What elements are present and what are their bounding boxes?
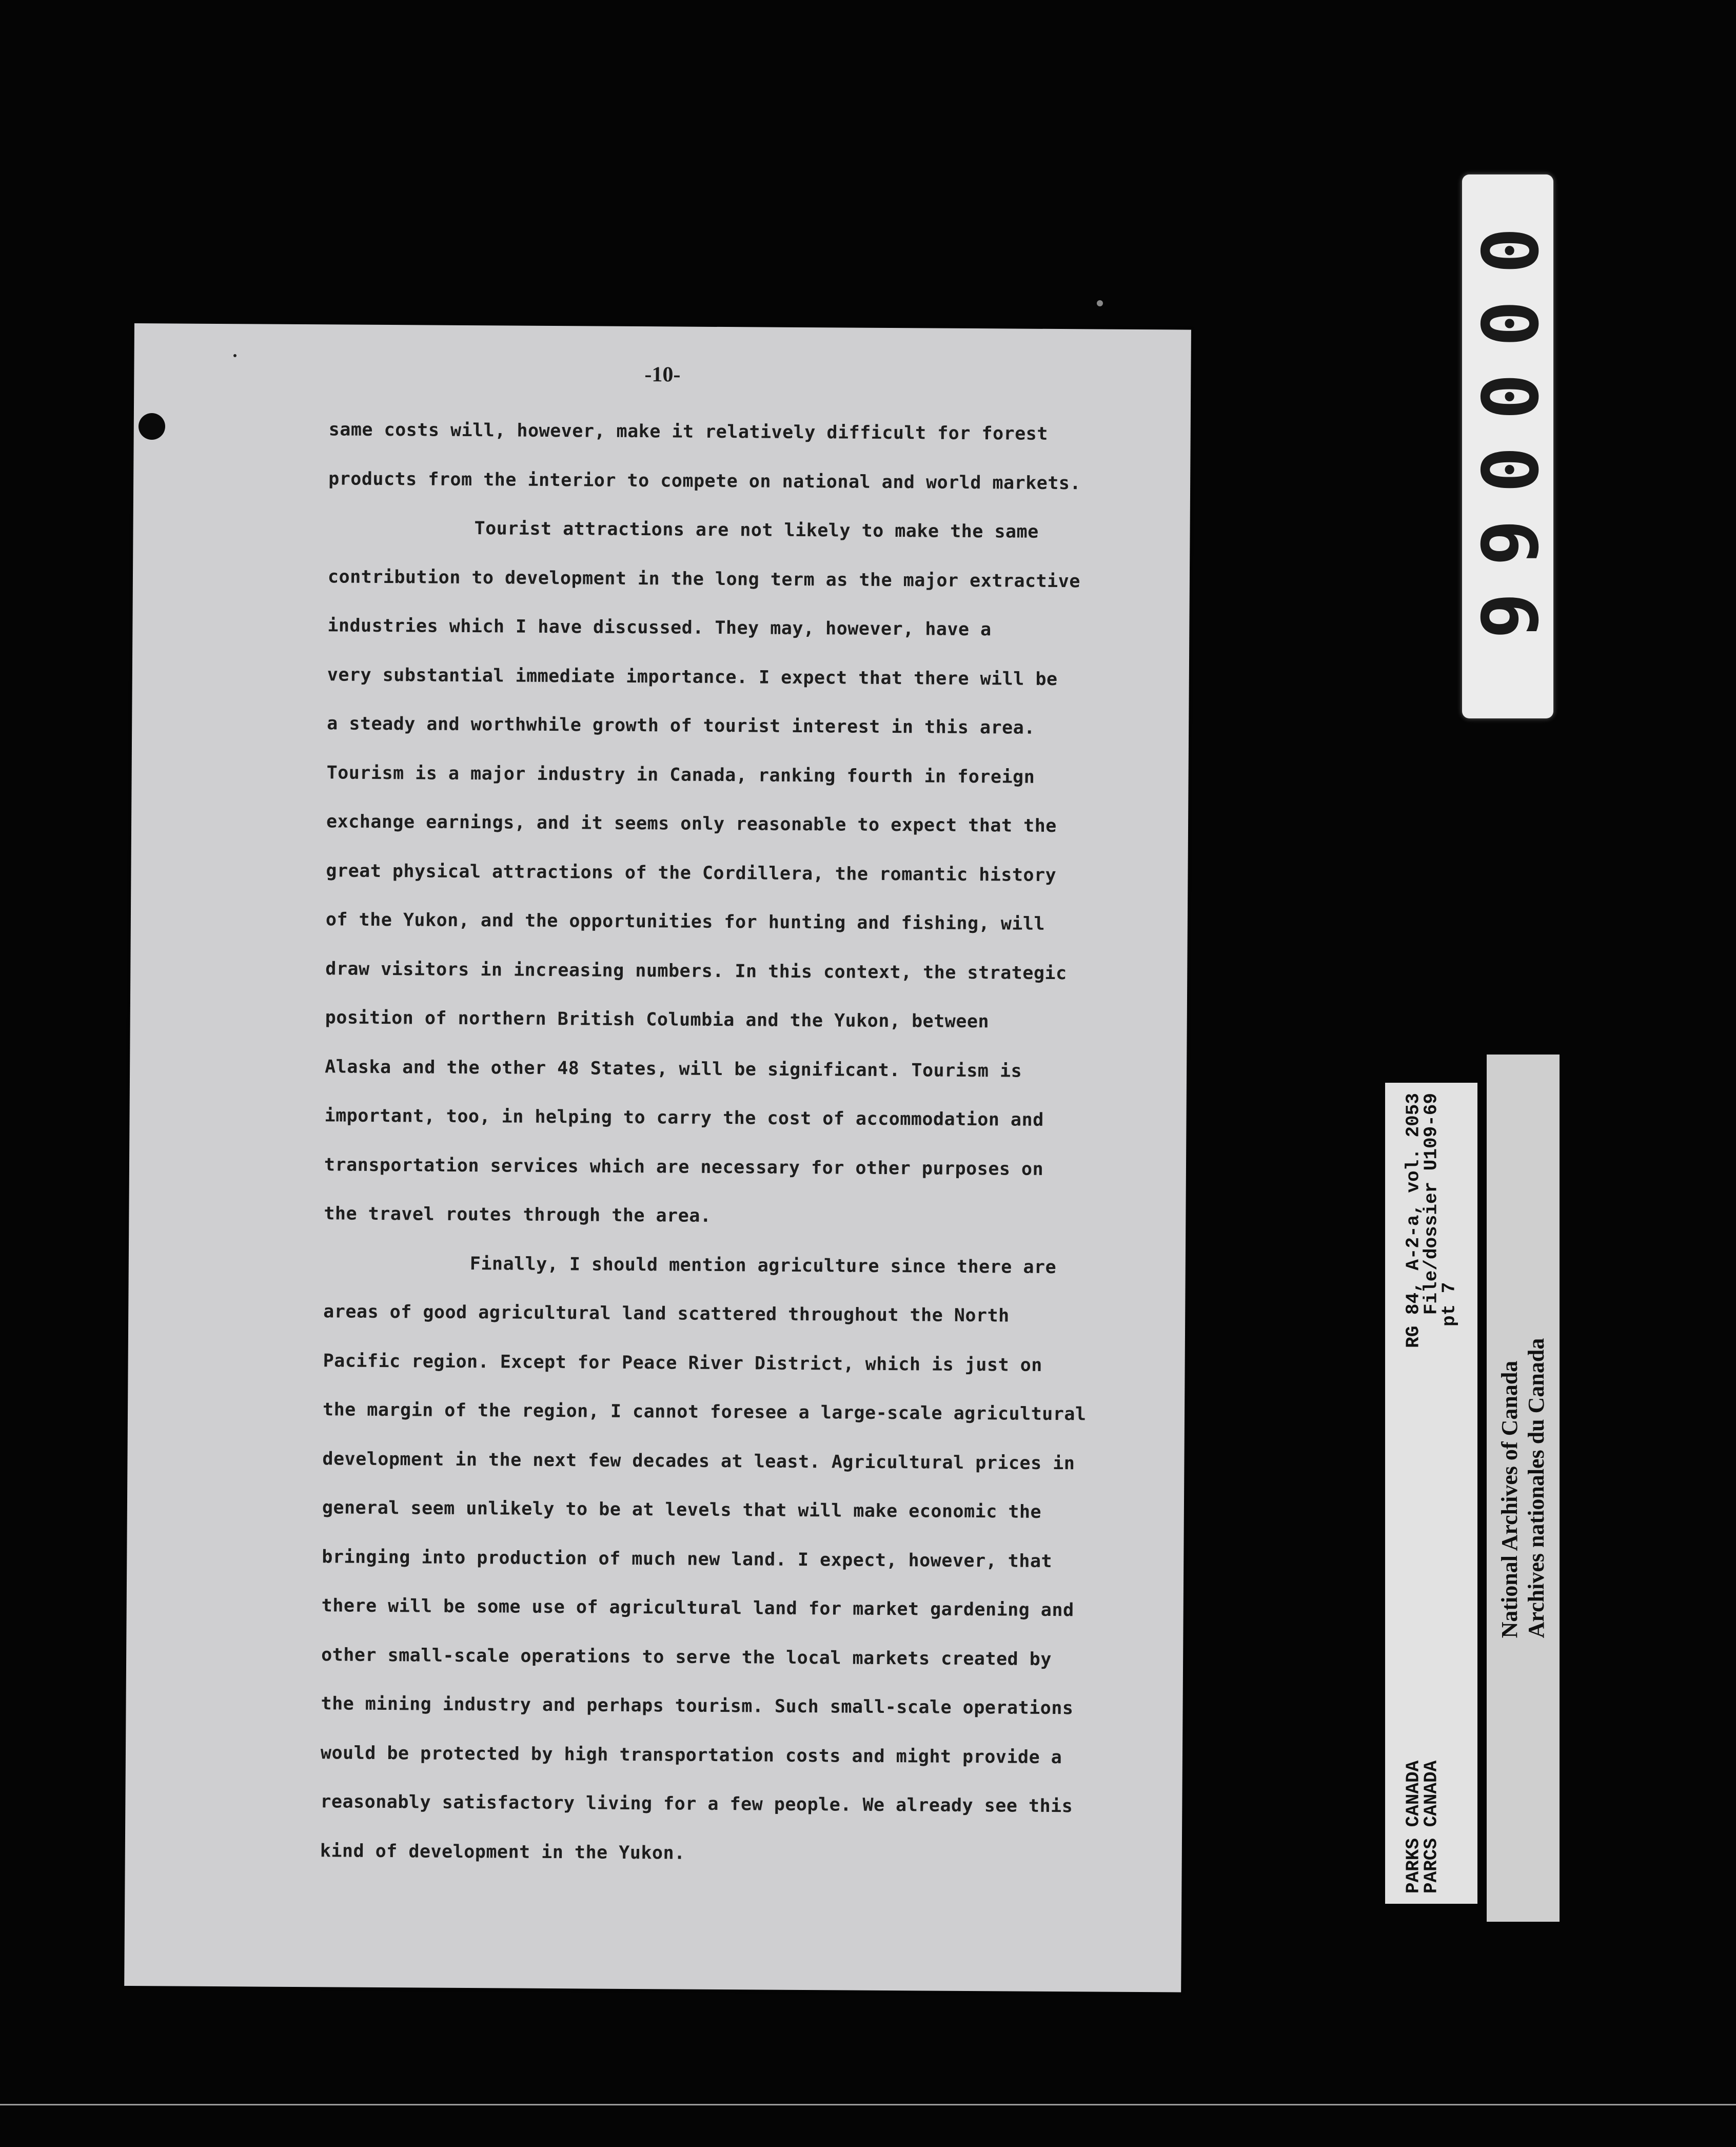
text-line: same costs will, however, make it relatively difficult for forest — [328, 419, 1049, 444]
text-line: general seem unlikely to be at levels that will make economic the — [322, 1497, 1042, 1523]
body-text — [320, 405, 1150, 1881]
reference-file: File/dossier U109-69 — [1421, 1093, 1442, 1315]
text-line: exchange earnings, and it seems only reasonable to expect that the — [326, 811, 1057, 836]
dust-speck — [1097, 300, 1103, 306]
text-line: kind of development in the Yukon. — [320, 1840, 685, 1864]
text-line: a steady and worthwhile growth of tourist interest in this area. — [327, 713, 1035, 738]
text-line: bringing into production of much new land. I expect, however, that — [322, 1546, 1053, 1572]
text-line: areas of good agricultural land scattered throughout the North — [323, 1301, 1010, 1326]
national-archives-label — [1487, 1055, 1560, 1922]
agency-name-fr: PARCS CANADA — [1421, 1760, 1442, 1894]
text-line: important, too, in helping to carry the cost of accommodation and — [324, 1105, 1044, 1130]
text-line: the mining industry and perhaps tourism. Such small-scale operations — [321, 1693, 1074, 1719]
dust-speck — [233, 354, 236, 357]
text-line: contribution to development in the long term as the major extractive — [327, 566, 1080, 592]
text-line: products from the interior to compete on national and world markets. — [328, 468, 1081, 494]
text-line: Alaska and the other 48 States, will be significant. Tourism is — [325, 1056, 1022, 1082]
frame-number-strip — [1462, 174, 1553, 718]
punch-hole — [139, 413, 165, 440]
text-line: the margin of the region, I cannot foresee a large-scale agricultural — [322, 1399, 1087, 1425]
reference-part: pt 7 — [1438, 1282, 1460, 1326]
text-line: would be protected by high transportation costs and might provide a — [320, 1742, 1062, 1768]
text-line: great physical attractions of the Cordillera, the romantic history — [326, 860, 1057, 886]
text-line: the travel routes through the area. — [324, 1203, 712, 1226]
text-line: position of northern British Columbia and the Yukon, between — [325, 1007, 990, 1032]
archives-name-en: National Archives of Canada — [1497, 1360, 1522, 1638]
text-line: very substantial immediate importance. I expect that there will be — [327, 664, 1058, 690]
film-edge-line — [0, 2104, 1736, 2105]
text-line: transportation services which are necessary for other purposes on — [324, 1154, 1044, 1180]
text-line: other small-scale operations to serve the local markets created by — [321, 1644, 1052, 1670]
text-line: industries which I have discussed. They may, however, have a — [327, 615, 992, 640]
text-line: Pacific region. Except for Peace River District, which is just on — [323, 1350, 1042, 1376]
archival-reference-label — [1385, 1083, 1477, 1904]
page-number: -10- — [644, 363, 681, 387]
text-line: Tourist attractions are not likely to make the same — [474, 518, 1039, 542]
text-line: draw visitors in increasing numbers. In this context, the strategic — [325, 958, 1067, 984]
text-line: Tourism is a major industry in Canada, ranking fourth in foreign — [326, 762, 1035, 788]
text-line: there will be some use of agricultural land for market gardening and — [321, 1595, 1074, 1621]
reference-record-group: RG 84, A-2-a, vol. 2053 — [1403, 1093, 1424, 1348]
text-line: of the Yukon, and the opportunities for hunting and fishing, will — [325, 909, 1045, 934]
text-line: reasonably satisfactory living for a few people. We already see this — [320, 1791, 1073, 1817]
text-line: development in the next few decades at least. Agricultural prices in — [322, 1448, 1075, 1474]
agency-name-en: PARKS CANADA — [1403, 1760, 1424, 1894]
frame-number: 000066 — [1463, 227, 1552, 666]
archives-name-fr: Archives nationales du Canada — [1524, 1338, 1549, 1638]
document-page — [124, 323, 1191, 1993]
text-line: Finally, I should mention agriculture since there are — [469, 1253, 1057, 1278]
